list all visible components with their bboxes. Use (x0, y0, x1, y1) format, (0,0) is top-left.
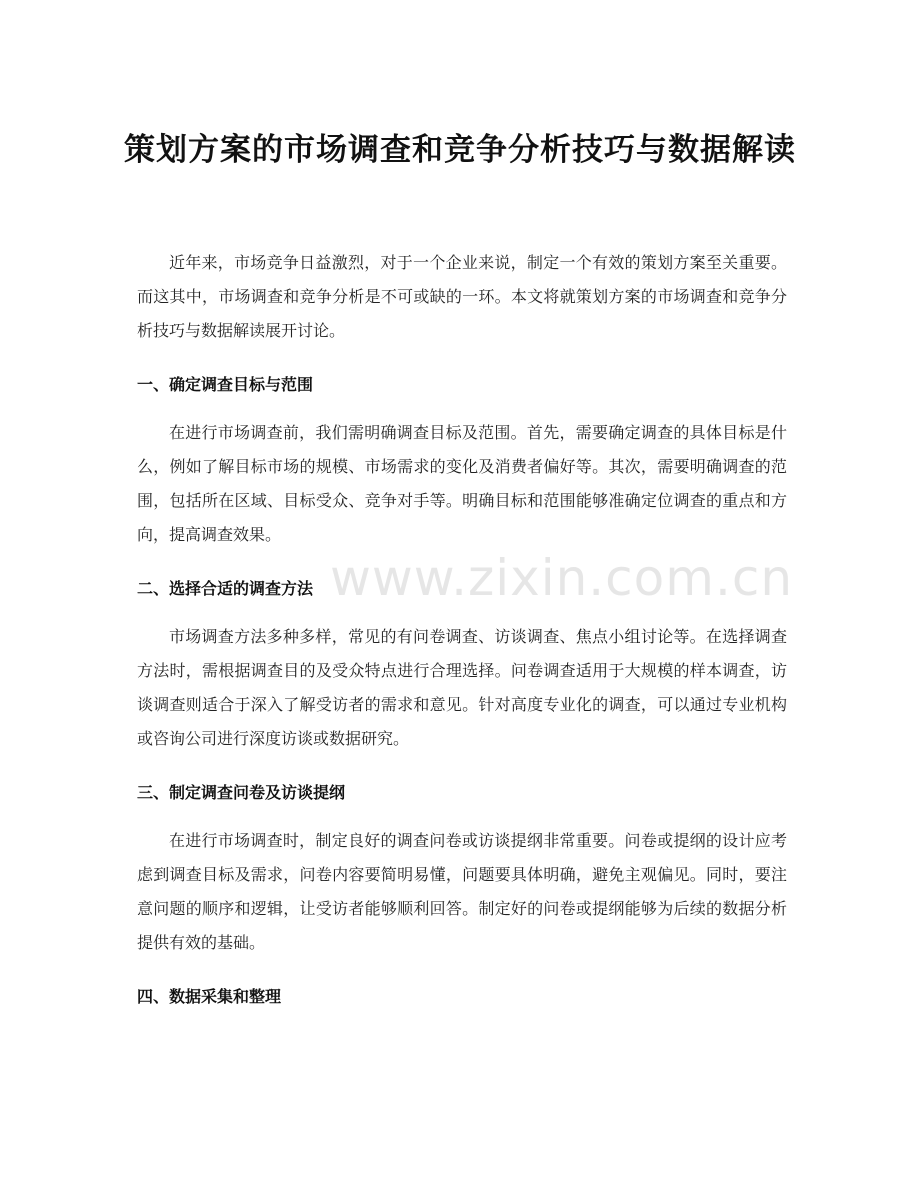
section-body-3: 在进行市场调查时，制定良好的调查问卷或访谈提纲非常重要。问卷或提纲的设计应考虑到调查目标及需求，问卷内容要简明易懂，问题要具体明确，避免主观偏见。同时，要注意问题的顺序和逻辑，让受访者能够顺利回答。制定好的问卷或提纲能够为后续的数据分析提供有效的基础。 (137, 831, 787, 952)
section-heading-4: 四、数据采集和整理 (137, 987, 282, 1006)
intro-paragraph: 近年来，市场竞争日益激烈，对于一个企业来说，制定一个有效的策划方案至关重要。而这其中，市场调查和竞争分析是不可或缺的一环。本文将就策划方案的市场调查和竞争分析技巧与数据解读展开讨论。 (137, 253, 787, 340)
section-body-2: 市场调查方法多种多样，常见的有问卷调查、访谈调查、焦点小组讨论等。在选择调查方法时，需根据调查目的及受众特点进行合理选择。问卷调查适用于大规模的样本调查，访谈调查则适合于深入了解受访者的需求和意见。针对高度专业化的调查，可以通过专业机构或咨询公司进行深度访谈或数据研究。 (137, 627, 787, 748)
site-watermark: www.zixin.com.cn (330, 549, 794, 607)
document-body (137, 246, 787, 1014)
section-heading-3: 三、制定调查问卷及访谈提纲 (137, 783, 346, 802)
section-heading-2: 二、选择合适的调查方法 (137, 579, 314, 598)
document-title: 策划方案的市场调查和竞争分析技巧与数据解读 (124, 131, 796, 168)
section-body-1: 在进行市场调查前，我们需明确调查目标及范围。首先，需要确定调查的具体目标是什么，例如了解目标市场的规模、市场需求的变化及消费者偏好等。其次，需要明确调查的范围，包括所在区域、目标受众、竞争对手等。明确目标和范围能够准确定位调查的重点和方向，提高调查效果。 (137, 423, 787, 544)
section-heading-1: 一、确定调查目标与范围 (137, 375, 314, 394)
